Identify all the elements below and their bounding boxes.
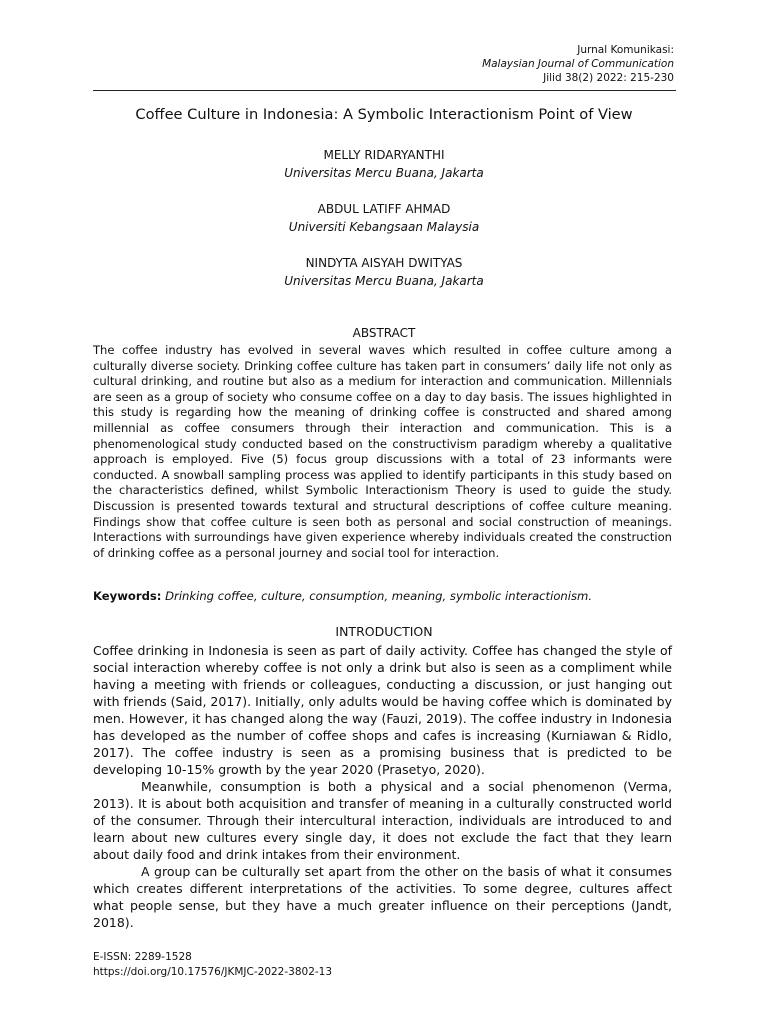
- header-divider: [93, 90, 676, 91]
- body-paragraph: Meanwhile, consumption is both a physical and a social phenomenon (Verma, 2013). It is about both acquisition and transfer of meaning in a culturally constructed world of the consumer. Through their intercultural interaction, individuals are introduced to and learn about new cultures every single day, it does not exclude the fact that they learn about daily food and drink intakes from their environment.: [93, 779, 672, 862]
- author-affiliation: Universitas Mercu Buana, Jakarta: [284, 274, 484, 288]
- author-name: MELLY RIDARYANTHI: [323, 148, 445, 162]
- journal-volume: Jilid 38(2) 2022: 215-230: [543, 72, 674, 84]
- abstract-heading: ABSTRACT: [352, 326, 416, 340]
- author-affiliation: Universiti Kebangsaan Malaysia: [288, 220, 480, 234]
- author-block: [0, 146, 768, 182]
- author-name: NINDYTA AISYAH DWITYAS: [305, 256, 463, 270]
- keywords-text: Drinking coffee, culture, consumption, meaning, symbolic interactionism.: [165, 589, 592, 603]
- author-block: [0, 200, 768, 236]
- introduction-heading: INTRODUCTION: [335, 624, 433, 639]
- body-paragraph: A group can be culturally set apart from the other on the basis of what it consumes which creates different interpretations of the activities. To some degree, cultures affect what people sense, but they have a much greater influence on their perceptions (Jandt, 2018).: [93, 864, 672, 930]
- journal-subtitle: Malaysian Journal of Communication: [482, 58, 674, 70]
- page-footer: [93, 950, 332, 980]
- keywords: [93, 589, 676, 603]
- abstract-text: The coffee industry has evolved in several waves which resulted in coffee culture among a culturally diverse society. Drinking coffee culture has taken part in consumers’ daily life not only as cultural drinking, and routine but also as a medium for interaction and communication. Millennials are seen as a group of society who consume coffee on a day to day basis. The issues highlighted in this study is regarding how the meaning of drinking coffee is constructed and shared among millennial as coffee consumers through their interaction and communication. This is a phenomenological study conducted based on the constructivism paradigm whereby a qualitative approach is employed. Five (5) focus group discussions with a total of 23 informants were conducted. A snowball sampling process was applied to identify participants in this study based on the characteristics defined, whilst Symbolic Interactionism Theory is used to guide the study. Discussion is presented towards textural and structural descriptions of coffee culture meaning. Findings show that coffee culture is seen both as personal and social construction of meanings. Interactions with surroundings have given experience whereby individuals created the construction of drinking coffee as a personal journey and social tool for interaction.: [93, 343, 672, 560]
- doi-link[interactable]: https://doi.org/10.17576/JKMJC-2022-3802-13: [93, 966, 333, 978]
- keywords-label: Keywords:: [93, 589, 162, 603]
- body-paragraph: Coffee drinking in Indonesia is seen as part of daily activity. Coffee has changed the style of social interaction whereby coffee is not only a drink but also is seen as a compliment while having a meeting with friends or colleagues, conducting a discussion, or just hanging out with friends (Said, 2017). Initially, only adults would be having coffee which is dominated by men. However, it has changed along the way (Fauzi, 2019). The coffee industry in Indonesia has developed as the number of coffee shops and cafes is increasing (Kurniawan & Ridlo, 2017). The coffee industry is seen as a promising business that is predicted to be developing 10-15% growth by the year 2020 (Prasetyo, 2020).: [93, 643, 672, 777]
- author-name: ABDUL LATIFF AHMAD: [317, 202, 451, 216]
- journal-header: [482, 43, 674, 85]
- author-affiliation: Universitas Mercu Buana, Jakarta: [284, 166, 484, 180]
- eissn: E-ISSN: 2289-1528: [93, 951, 192, 963]
- journal-name: Jurnal Komunikasi:: [577, 44, 674, 56]
- paper-title: Coffee Culture in Indonesia: A Symbolic Interactionism Point of View: [135, 106, 633, 123]
- author-block: [0, 254, 768, 290]
